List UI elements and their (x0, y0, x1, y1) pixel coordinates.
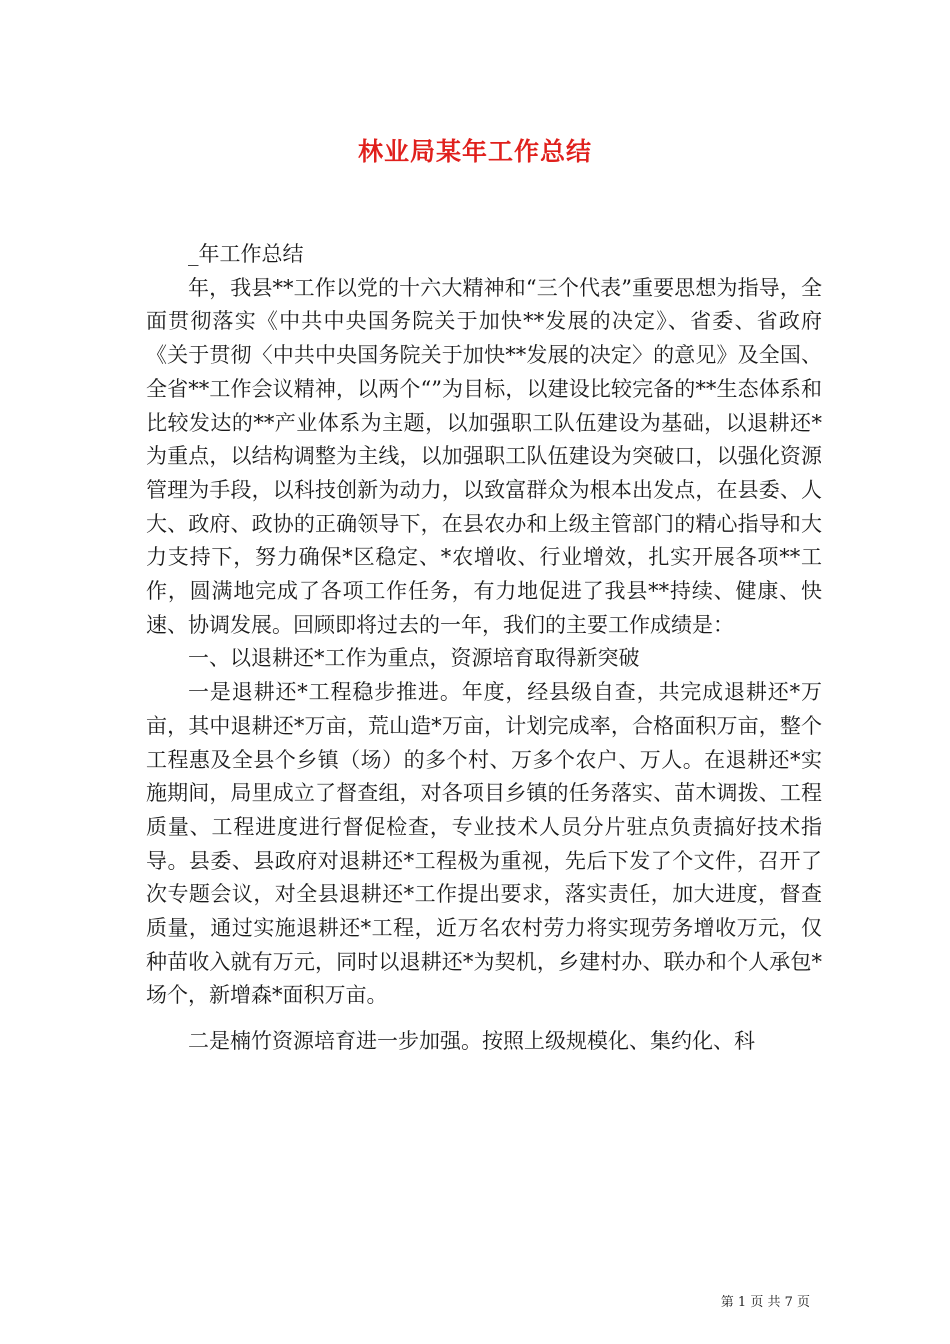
paragraph-intro: 年，我县**工作以党的十六大精神和“三个代表”重要思想为指导，全面贯彻落实《中共中央国务院关于加快**发展的决定》、省委、省政府《关于贯彻〈中共中央国务院关于加快**发展的决定〉的意见》及全国、全省**工作会议精神，以两个“”为目标，以建设比较完备的**生态体系和比较发达的**产业体系为主题，以加强职工队伍建设为基础，以退耕还*为重点，以结构调整为主线，以加强职工队伍建设为突破口，以强化资源管理为手段，以科技创新为动力，以致富群众为根本出发点，在县委、人大、政府、政协的正确领导下，在县农办和上级主管部门的精心指导和大力支持下，努力确保*区稳定、*农增收、行业增效，扎实开展各项**工作，圆满地完成了各项工作任务，有力地促进了我县**持续、健康、快速、协调发展。回顾即将过去的一年，我们的主要工作成绩是： (146, 275, 822, 637)
paragraph-subtitle: _年工作总结 (188, 242, 304, 266)
document-body (146, 238, 822, 1059)
document-title: 林业局某年工作总结 (357, 137, 592, 166)
paragraph-item-two: 二是楠竹资源培育进一步加强。按照上级规模化、集约化、科 (188, 1029, 755, 1054)
paragraph-item-one: 一是退耕还*工程稳步推进。年度，经县级自查，共完成退耕还*万亩，其中退耕还*万亩，荒山造*万亩，计划完成率，合格面积万亩，整个工程惠及全县个乡镇（场）的多个村、万多个农户、万人。在退耕还*实施期间，局里成立了督查组，对各项目乡镇的任务落实、苗木调拨、工程质量、工程进度进行督促检查，专业技术人员分片驻点负责搞好技术指导。县委、县政府对退耕还*工程极为重视，先后下发了个文件，召开了次专题会议，对全县退耕还*工作提出要求，落实责任，加大进度，督查质量，通过实施退耕还*工程，近万名农村劳力将实现劳务增收万元，仅种苗收入就有万元，同时以退耕还*为契机，乡建村办、联办和个人承包*场个，新增森*面积万亩。 (146, 680, 822, 1008)
section-heading: 一、以退耕还*工作为重点，资源培育取得新突破 (188, 646, 640, 671)
page-number: 第 1 页 共 7 页 (720, 1295, 810, 1310)
